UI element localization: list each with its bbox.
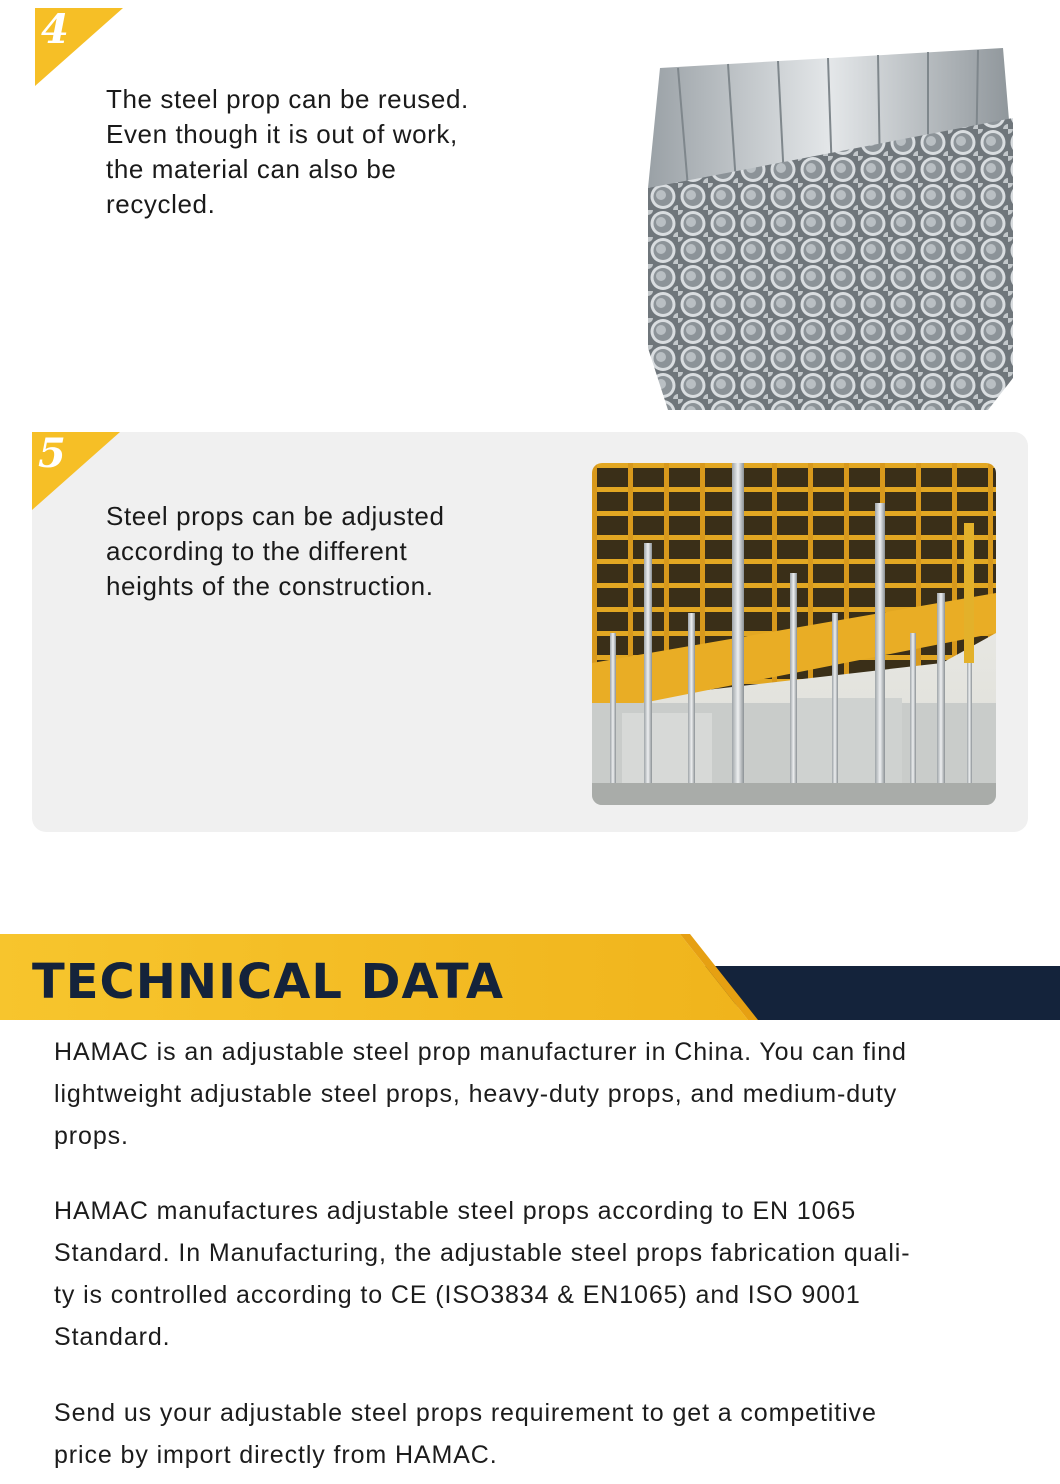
paragraph-standards [54, 1190, 1014, 1358]
construction-props-image [592, 463, 996, 805]
badge-number: 4 [41, 6, 69, 53]
text-line: props. [54, 1122, 129, 1150]
feature-5-text [106, 499, 566, 604]
text-line: HAMAC is an adjustable steel prop manufacturer in China. You can find [54, 1038, 907, 1066]
steel-pipes-image [648, 48, 1013, 410]
text-line: Standard. [54, 1323, 171, 1351]
text-line: price by import directly from HAMAC. [54, 1441, 498, 1469]
text-line: recycled. [106, 189, 216, 219]
paragraph-intro [54, 1031, 1014, 1157]
text-line: Standard. In Manufacturing, the adjustable steel props fabrication quali- [54, 1239, 911, 1267]
text-line: Steel props can be adjusted [106, 501, 445, 531]
paragraph-contact [54, 1392, 1014, 1476]
technical-data-title: TECHNICAL DATA [32, 954, 505, 1010]
badge-number: 5 [38, 430, 66, 477]
text-line: The steel prop can be reused. [106, 84, 469, 114]
text-line: Send us your adjustable steel props requirement to get a competitive [54, 1399, 877, 1427]
text-line: the material can also be [106, 154, 397, 184]
text-line: heights of the construction. [106, 571, 434, 601]
text-line: according to the different [106, 536, 408, 566]
feature-4-text [106, 82, 586, 222]
text-line: HAMAC manufactures adjustable steel props according to EN 1065 [54, 1197, 857, 1225]
text-line: Even though it is out of work, [106, 119, 458, 149]
text-line: lightweight adjustable steel props, heavy-duty props, and medium-duty [54, 1080, 898, 1108]
steel-pipes-photo [648, 48, 1013, 410]
text-line: ty is controlled according to CE (ISO3834 & EN1065) and ISO 9001 [54, 1281, 861, 1309]
number-badge-4 [35, 8, 123, 86]
construction-props-photo [592, 463, 996, 805]
